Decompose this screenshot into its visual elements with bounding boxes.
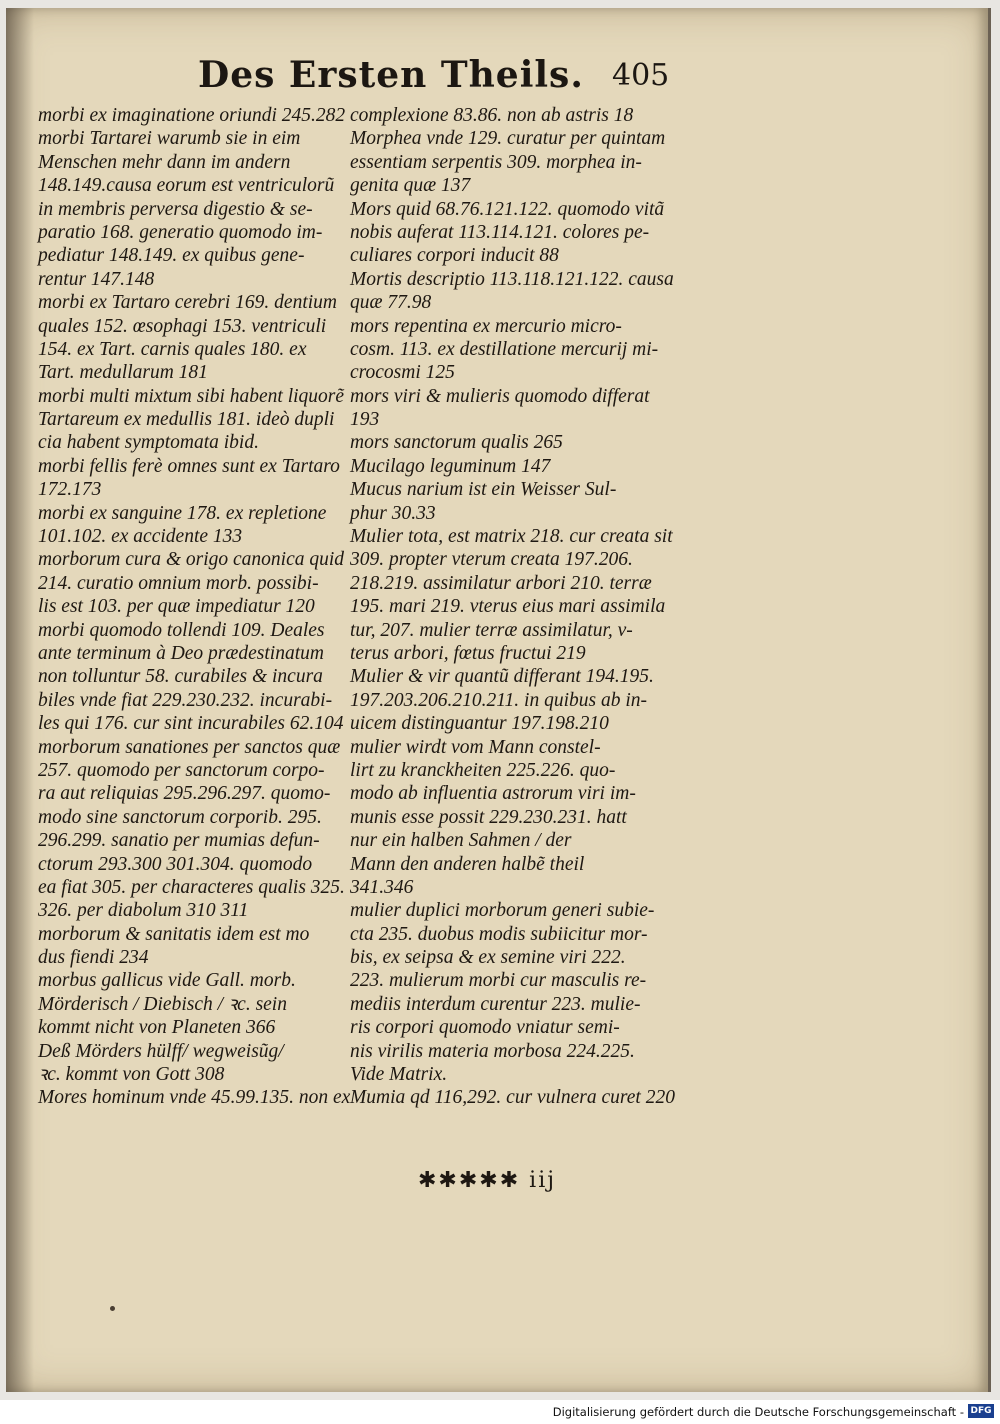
index-entry-line: Tartareum ex medullis 181. ideò dupli: [38, 409, 335, 431]
index-entry-line: nobis auferat 113.114.121. colores pe-: [350, 221, 650, 243]
index-entry-line: culiares corpori inducit 88: [350, 245, 559, 267]
index-entry-line: Mors quid 68.76.121.122. quomodo vitã: [350, 198, 665, 220]
index-entry-line: pediatur 148.149. ex quibus gene-: [38, 245, 305, 267]
index-entry-line: munis esse possit 229.230.231. hatt: [350, 806, 627, 828]
index-entry-line: ra aut reliquias 295.296.297. quomo-: [38, 783, 331, 805]
index-entry-line: quales 152. œsophagi 153. ventriculi: [38, 315, 327, 337]
dfg-logo-icon: DFG: [968, 1404, 994, 1418]
index-entry-line: mulier duplici morborum generi subie-: [350, 900, 655, 922]
index-entry-line: nis virilis materia morbosa 224.225.: [350, 1040, 635, 1062]
index-entry-line: essentiam serpentis 309. morphea in-: [350, 151, 642, 173]
index-entry-line: mors repentina ex mercurio micro-: [350, 315, 622, 337]
index-entry-line: 154. ex Tart. carnis quales 180. ex: [38, 338, 307, 360]
index-entry-line: Mucus narium ist ein Weisser Sul-: [350, 479, 617, 501]
index-entry-line: morbi Tartarei warumb sie in eim: [38, 128, 301, 150]
index-entry-line: 341.346: [350, 876, 414, 898]
index-entry-line: crocosmi 125: [350, 362, 455, 384]
index-entry-line: rentur 147.148: [38, 268, 155, 290]
index-entry-line: in membris perversa digestio & se-: [38, 198, 313, 220]
index-entry-line: morbi quomodo tollendi 109. Deales: [38, 619, 325, 641]
index-entry-line: 197.203.206.210.211. in quibus ab in-: [350, 689, 648, 711]
index-column-right: [350, 104, 675, 1110]
index-entry-line: ctorum 293.300 301.304. quomodo: [38, 853, 313, 875]
index-entry-line: kommt nicht von Planeten 366: [38, 1017, 276, 1039]
index-entry-line: 223. mulierum morbi cur masculis re-: [350, 970, 647, 992]
index-entry-line: phur 30.33: [350, 502, 436, 524]
index-entry-line: mors sanctorum qualis 265: [350, 432, 563, 454]
index-entry-line: mors viri & mulieris quomodo differat: [350, 385, 650, 407]
index-entry-line: complexione 83.86. non ab astris 18: [350, 105, 634, 126]
index-entry-line: cosm. 113. ex destillatione mercurij mi-: [350, 338, 659, 360]
index-entry-line: non tolluntur 58. curabiles & incura: [38, 666, 323, 688]
index-entry-line: modo sine sanctorum corporib. 295.: [38, 806, 322, 828]
index-entry-line: 148.149.causa eorum est ventriculorũ: [38, 175, 335, 197]
index-entry-line: dus fiendi 234: [38, 947, 149, 969]
index-entry-line: morbi ex imaginatione oriundi 245.282: [38, 105, 346, 126]
index-entry-line: cia habent symptomata ibid.: [38, 432, 259, 454]
index-entry-line: paratio 168. generatio quomodo im-: [38, 221, 323, 243]
index-entry-line: ante terminum à Deo prædestinatum: [38, 642, 324, 664]
index-entry-line: ꝛc. kommt von Gott 308: [38, 1064, 225, 1086]
index-entry-line: morbus gallicus vide Gall. morb.: [38, 970, 296, 992]
index-entry-line: morbi multi mixtum sibi habent liquorẽ: [38, 385, 345, 407]
index-entry-line: 218.219. assimilatur arbori 210. terræ: [350, 572, 652, 594]
index-entry-line: genita quæ 137: [350, 175, 471, 197]
page-number: 405: [612, 58, 670, 93]
index-entry-line: Mortis descriptio 113.118.121.122. causa: [350, 268, 674, 290]
index-entry-line: morbi ex Tartaro cerebri 169. dentium: [38, 292, 337, 314]
signature-mark: ✱✱✱✱✱ iij: [418, 1168, 557, 1193]
index-entry-line: Mores hominum vnde 45.99.135. non ex: [38, 1087, 351, 1109]
index-entry-line: Mulier tota, est matrix 218. cur creata sit: [350, 526, 673, 548]
index-entry-line: Mörderisch / Diebisch / ꝛc. sein: [38, 993, 287, 1015]
index-entry-line: morbi ex sanguine 178. ex repletione: [38, 502, 327, 524]
ink-speck: [110, 1306, 115, 1311]
index-entry-line: mediis interdum curentur 223. mulie-: [350, 993, 641, 1015]
index-entry-line: ea fiat 305. per characteres qualis 325.: [38, 876, 345, 898]
index-entry-line: Menschen mehr dann im andern: [38, 151, 291, 173]
index-entry-line: morbi fellis ferè omnes sunt ex Tartaro: [38, 455, 340, 477]
index-entry-line: les qui 176. cur sint incurabiles 62.104: [38, 713, 344, 735]
index-entry-line: bis, ex seipsa & ex semine viri 222.: [350, 947, 626, 969]
index-entry-line: cta 235. duobus modis subiicitur mor-: [350, 923, 648, 945]
index-entry-line: ris corpori quomodo vniatur semi-: [350, 1017, 620, 1039]
index-entry-line: nur ein halben Sahmen / der: [350, 830, 572, 852]
index-entry-line: 172.173: [38, 479, 102, 501]
index-entry-line: 101.102. ex accidente 133: [38, 526, 243, 548]
index-entry-line: Mumia qd 116,292. cur vulnera curet 220: [350, 1087, 675, 1109]
index-entry-line: 326. per diabolum 310 311: [38, 900, 249, 922]
index-entry-line: morborum sanationes per sanctos quæ: [38, 736, 341, 758]
index-entry-line: 257. quomodo per sanctorum corpo-: [38, 759, 325, 781]
index-entry-line: quæ 77.98: [350, 292, 432, 314]
index-entry-line: modo ab influentia astrorum viri im-: [350, 783, 636, 805]
index-entry-line: lis est 103. per quæ impediatur 120: [38, 596, 315, 618]
index-entry-line: tur, 207. mulier terræ assimilatur, v-: [350, 619, 633, 641]
index-entry-line: morborum cura & origo canonica quid: [38, 549, 345, 571]
index-entry-line: uicem distinguantur 197.198.210: [350, 713, 609, 735]
index-entry-line: 195. mari 219. vterus eius mari assimila: [350, 596, 666, 618]
index-entry-line: Mulier & vir quantũ differant 194.195.: [350, 666, 654, 688]
index-entry-line: 309. propter vterum creata 197.206.: [350, 549, 633, 571]
index-entry-line: mulier wirdt vom Mann constel-: [350, 736, 601, 758]
index-entry-line: Morphea vnde 129. curatur per quintam: [350, 128, 666, 150]
index-entry-line: Mann den anderen halbẽ theil: [350, 853, 585, 875]
index-entry-line: Tart. medullarum 181: [38, 362, 208, 384]
index-entry-line: biles vnde fiat 229.230.232. incurabi-: [38, 689, 333, 711]
index-entry-line: lirt zu kranckheiten 225.226. quo-: [350, 759, 616, 781]
footer-credit: Digitalisierung gefördert durch die Deutsche Forschungsgemeinschaft -: [552, 1405, 964, 1419]
index-entry-line: Mucilago leguminum 147: [350, 455, 551, 477]
index-entry-line: 193: [350, 409, 380, 431]
index-entry-line: Deß Mörders hülff/ wegweisũg/: [38, 1040, 284, 1062]
index-entry-line: 214. curatio omnium morb. possibi-: [38, 572, 319, 594]
index-entry-line: Vide Matrix.: [350, 1064, 448, 1086]
index-entry-line: 296.299. sanatio per mumias defun-: [38, 830, 320, 852]
index-entry-line: morborum & sanitatis idem est mo: [38, 923, 310, 945]
running-header-title: Des Ersten Theils.: [198, 54, 584, 96]
index-column-left: [38, 104, 351, 1110]
index-entry-line: terus arbori, fœtus fructui 219: [350, 642, 586, 664]
